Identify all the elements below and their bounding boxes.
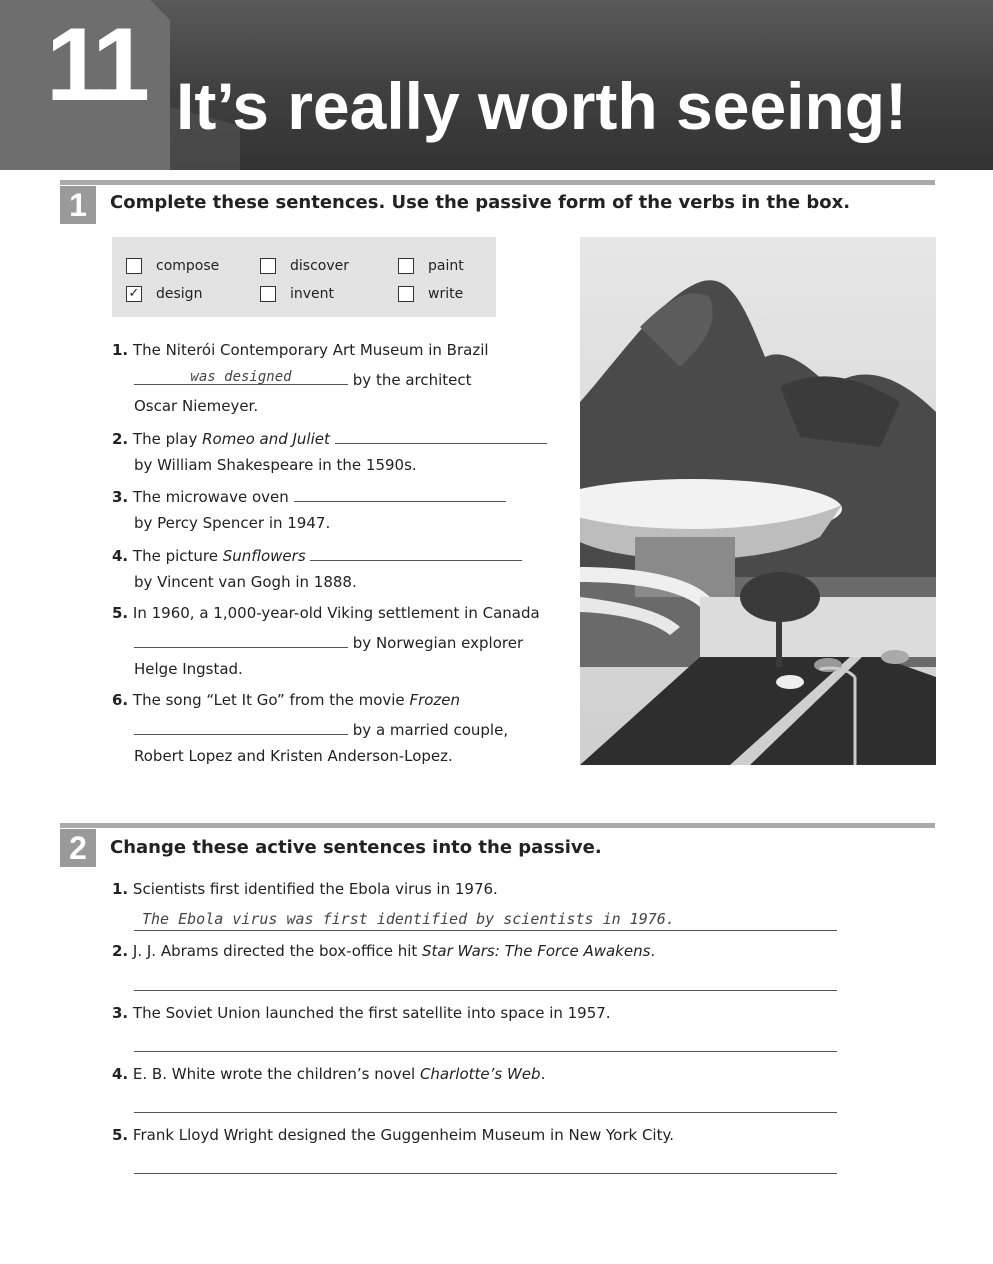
answer-blank[interactable] (134, 719, 348, 735)
ex1-item5-line2 (134, 632, 523, 652)
ex1-item5-line3: Helge Ingstad. (134, 660, 243, 678)
ex2-item3-answer-line[interactable] (134, 1051, 837, 1052)
unit-header (0, 0, 993, 170)
checkbox-compose[interactable] (126, 258, 142, 274)
item-number: 5. (112, 1126, 129, 1144)
exercise2-number: 2 (60, 829, 96, 867)
item-text: by Norwegian explorer (352, 634, 524, 652)
ex2-item5-answer-line[interactable] (134, 1173, 837, 1174)
word-discover (260, 258, 349, 274)
item-italic-title: Romeo and Juliet (202, 430, 330, 448)
checkbox-write[interactable] (398, 286, 414, 302)
item-number: 3. (112, 1004, 129, 1022)
item-number: 1. (112, 341, 129, 359)
item-text: The picture (132, 547, 223, 565)
word-label: design (156, 286, 203, 302)
answer-blank[interactable] (294, 486, 506, 502)
exercise2-instruction: Change these active sentences into the passive. (110, 837, 602, 858)
unit-title: It’s really worth seeing! (176, 69, 908, 143)
item-text: In 1960, a 1,000-year-old Viking settlement in Canada (132, 604, 540, 622)
word-write (398, 286, 463, 302)
ex1-item3-line1 (112, 486, 506, 506)
word-compose (126, 258, 219, 274)
word-label: write (428, 286, 464, 302)
ex1-item6-line2 (134, 719, 508, 739)
ex2-item5 (112, 1126, 674, 1144)
ex2-item4 (112, 1065, 545, 1083)
ex1-item1-line3: Oscar Niemeyer. (134, 397, 259, 415)
word-label: invent (290, 286, 335, 302)
checkbox-paint[interactable] (398, 258, 414, 274)
answer-blank[interactable] (310, 545, 522, 561)
ex2-item1-answer: The Ebola virus was first identified by scientists in 1976. (142, 910, 675, 928)
item-text-tail: . (540, 1065, 546, 1083)
ex2-item2 (112, 942, 655, 960)
item-number: 5. (112, 604, 129, 622)
ex1-item1-line1 (112, 341, 489, 359)
answer-blank[interactable] (335, 428, 547, 444)
item-italic-title: Star Wars: The Force Awakens (422, 942, 651, 960)
word-invent (260, 286, 334, 302)
item-text: by the architect (352, 371, 472, 389)
item-number: 2. (112, 430, 129, 448)
word-label: compose (156, 258, 220, 274)
ex1-item4-line2: by Vincent van Gogh in 1888. (134, 573, 357, 591)
item-text: The play (132, 430, 203, 448)
item-number: 2. (112, 942, 129, 960)
item-number: 1. (112, 880, 129, 898)
item-text: Scientists first identified the Ebola virus in 1976. (132, 880, 498, 898)
ex1-item2-line2: by William Shakespeare in the 1590s. (134, 456, 417, 474)
checkbox-discover[interactable] (260, 258, 276, 274)
exercise1-instruction: Complete these sentences. Use the passive form of the verbs in the box. (110, 192, 851, 213)
item-text: E. B. White wrote the children’s novel (132, 1065, 420, 1083)
museum-photo (580, 237, 936, 765)
answer-blank[interactable] (134, 632, 348, 648)
ex1-item6-line1 (112, 691, 460, 709)
ex2-item2-answer-line[interactable] (134, 990, 837, 991)
ex2-item1-answer-line[interactable] (134, 930, 837, 931)
item-number: 4. (112, 1065, 129, 1083)
ex2-item1 (112, 880, 498, 898)
ex2-item4-answer-line[interactable] (134, 1112, 837, 1113)
item-text: The microwave oven (132, 488, 289, 506)
word-box (112, 237, 496, 317)
exercise2-rule (60, 823, 935, 828)
item-text: The song “Let It Go” from the movie (132, 691, 410, 709)
item-text-tail: . (650, 942, 656, 960)
word-design (126, 286, 202, 302)
ex2-item3 (112, 1004, 611, 1022)
item-italic-title: Charlotte’s Web (419, 1065, 541, 1083)
word-label: paint (428, 258, 464, 274)
exercise1-rule (60, 180, 935, 185)
checkbox-design-checked[interactable]: ✓ (126, 286, 142, 302)
word-label: discover (290, 258, 349, 274)
item-text: The Soviet Union launched the first satellite into space in 1957. (132, 1004, 611, 1022)
item-number: 4. (112, 547, 129, 565)
ex1-item6-line3: Robert Lopez and Kristen Anderson-Lopez. (134, 747, 453, 765)
item-text: Frank Lloyd Wright designed the Guggenheim Museum in New York City. (132, 1126, 674, 1144)
exercise1-number: 1 (60, 186, 96, 224)
checkbox-invent[interactable] (260, 286, 276, 302)
item-text: The Niterói Contemporary Art Museum in Brazil (132, 341, 489, 359)
word-paint (398, 258, 464, 274)
ex1-item3-line2: by Percy Spencer in 1947. (134, 514, 331, 532)
answer-blank[interactable] (134, 369, 348, 385)
ex1-item4-line1 (112, 545, 522, 565)
ex1-item2-line1 (112, 428, 547, 448)
unit-number: 11 (46, 7, 144, 123)
museum-photo-graphic (580, 237, 936, 765)
item-number: 6. (112, 691, 129, 709)
ex1-item1-line2 (134, 369, 472, 389)
handwritten-answer: was designed (190, 369, 292, 385)
item-text: J. J. Abrams directed the box-office hit (132, 942, 423, 960)
item-italic-title: Sunflowers (222, 547, 306, 565)
item-text: by a married couple, (352, 721, 509, 739)
item-number: 3. (112, 488, 129, 506)
item-italic-title: Frozen (409, 691, 461, 709)
ex1-item5-line1 (112, 604, 540, 622)
